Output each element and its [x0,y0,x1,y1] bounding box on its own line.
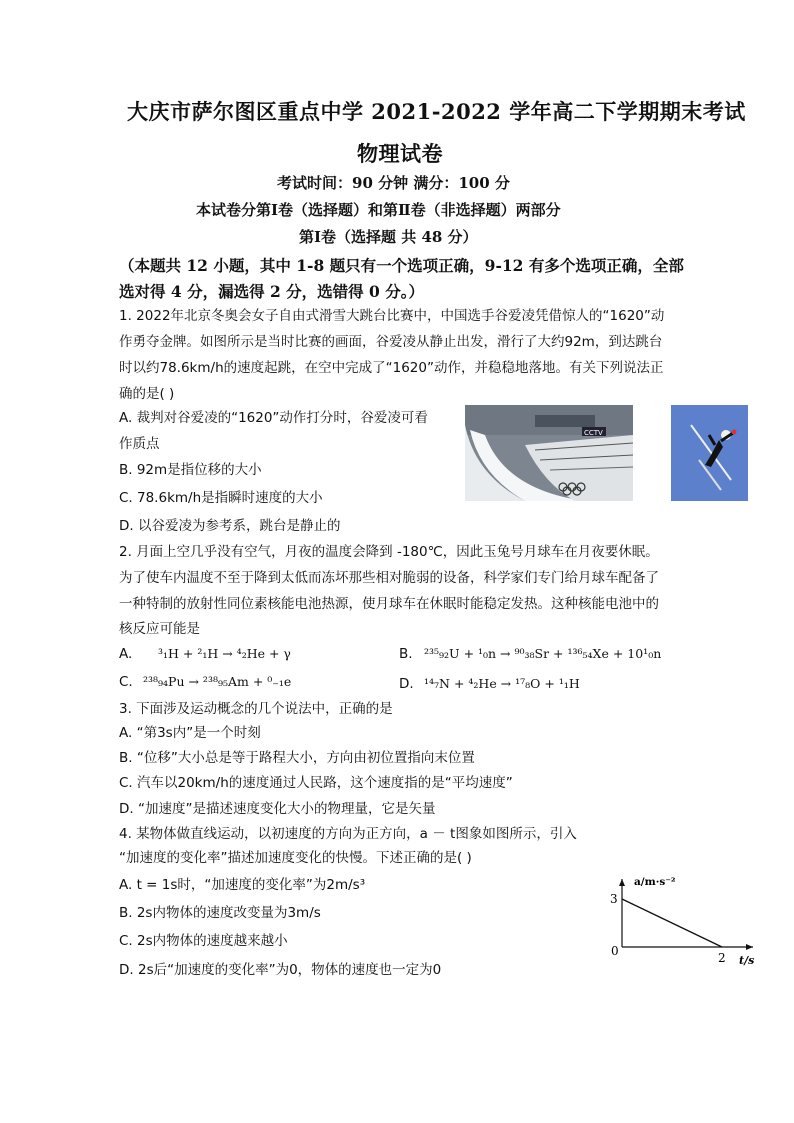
q1-line-4: 确的是( ) [119,386,175,402]
photo-sign-text: CCTV [584,429,603,437]
q2-option-d-label: D. [399,676,414,692]
part1-line: 第Ⅰ卷（选择题 共 48 分） [299,228,478,246]
y-axis-arrow [619,879,625,886]
q4-option-a: A. t = 1s时，“加速度的变化率”为2m/s³ [119,877,366,893]
q1-option-c: C. 78.6km/h是指瞬时速度的大小 [119,490,323,506]
q1-option-a-line-2: 作质点 [119,436,160,452]
x-tick-label-2: 2 [718,951,726,965]
acceleration-time-chart [608,820,768,970]
instructions-line-1: （本题共 12 小题，其中 1-8 题只有一个选项正确，9-12 有多个选项正确，全部 [119,256,684,275]
x-tick-label-0: 0 [611,944,619,958]
y-tick-label-3: 3 [610,892,618,906]
q1-option-a-line-1: A. 裁判对谷爱凌的“1620”动作打分时，谷爱凌可看 [119,410,428,426]
q4-option-d: D. 2s后“加速度的变化率”为0，物体的速度也一定为0 [119,962,442,978]
q1-option-b: B. 92m是指位移的大小 [119,462,262,478]
skier-photo [671,405,748,501]
q4-line-2: “加速度的变化率”描述加速度变化的快慢。下述正确的是( ) [119,850,472,866]
q2-option-c-equation: ²³⁸₉₄Pu → ²³⁸₉₅Am + ⁰₋₁e [143,674,292,689]
q1-line-1: 1. 2022年北京冬奥会女子自由式滑雪大跳台比赛中，中国选手谷爱凌凭借惊人的“1620”动 [119,308,665,324]
exam-title: 大庆市萨尔图区重点中学 2021-2022 学年高二下学期期末考试 [127,99,746,124]
time-line: 考试时间：90 分钟 满分：100 分 [277,174,510,192]
q3-stem: 3. 下面涉及运动概念的几个说法中，正确的是 [119,701,393,717]
q4-line-1: 4. 某物体做直线运动，以初速度的方向为正方向，a － t图象如图所示，引入 [119,826,577,842]
instructions-line-2: 选对得 4 分，漏选得 2 分，选错得 0 分。） [119,282,424,301]
q2-option-d-equation: ¹⁴₇N + ⁴₂He → ¹⁷₈O + ¹₁H [424,676,580,691]
q4-option-c: C. 2s内物体的速度越来越小 [119,933,288,949]
y-axis-label: a/m·s⁻² [634,876,676,888]
series-line [622,899,722,947]
x-axis-label: t/s [739,954,755,967]
q2-option-c-label: C. [119,674,133,690]
q1-option-d: D. 以谷爱凌为参考系，跳台是静止的 [119,518,341,534]
exam-subtitle: 物理试卷 [357,141,443,166]
q3-option-c: C. 汽车以20km/h的速度通过人民路，这个速度指的是“平均速度” [119,775,513,791]
q4-option-b: B. 2s内物体的速度改变量为3m/s [119,905,321,921]
q2-line-2: 为了使车内温度不至于降到太低而冻坏那些相对脆弱的设备，科学家们专门给月球车配备了 [119,570,659,586]
q3-option-b: B. “位移”大小总是等于路程大小，方向由初位置指向末位置 [119,750,475,766]
q2-option-b-equation: ²³⁵₉₂U + ¹₀n → ⁹⁰₃₈Sr + ¹³⁶₅₄Xe + 10¹₀n [424,646,662,661]
q2-line-1: 2. 月面上空几乎没有空气，月夜的温度会降到 -180℃，因此玉兔号月球车在月夜要休眠。 [119,544,659,560]
q3-option-d: D. “加速度”是描述速度变化大小的物理量，它是矢量 [119,801,436,817]
q1-line-2: 作勇夺金牌。如图所示是当时比赛的画面，谷爱凌从静止出发，滑行了大约92m，到达跳台 [119,334,663,350]
q3-option-a: A. “第3s内”是一个时刻 [119,725,261,741]
q2-option-a-equation: ³₁H + ²₁H → ⁴₂He + γ [158,646,291,661]
q1-line-3: 时以约78.6km/h的速度起跳，在空中完成了“1620”动作，并稳稳地落地。有关下列说法正 [119,360,664,376]
q2-line-4: 核反应可能是 [119,621,200,637]
q2-line-3: 一种特制的放射性同位素核能电池热源，使月球车在休眠时能稳定发热。这种核能电池中的 [119,596,659,612]
x-axis-arrow [746,944,753,950]
q2-option-a-label: A. [119,646,133,662]
venue-illustration [465,405,633,501]
ski-jump-venue-photo [465,405,633,501]
structure-line: 本试卷分第Ⅰ卷（选择题）和第Ⅱ卷（非选择题）两部分 [196,201,561,219]
skier-illustration [671,405,748,501]
q2-option-b-label: B. [399,646,413,662]
